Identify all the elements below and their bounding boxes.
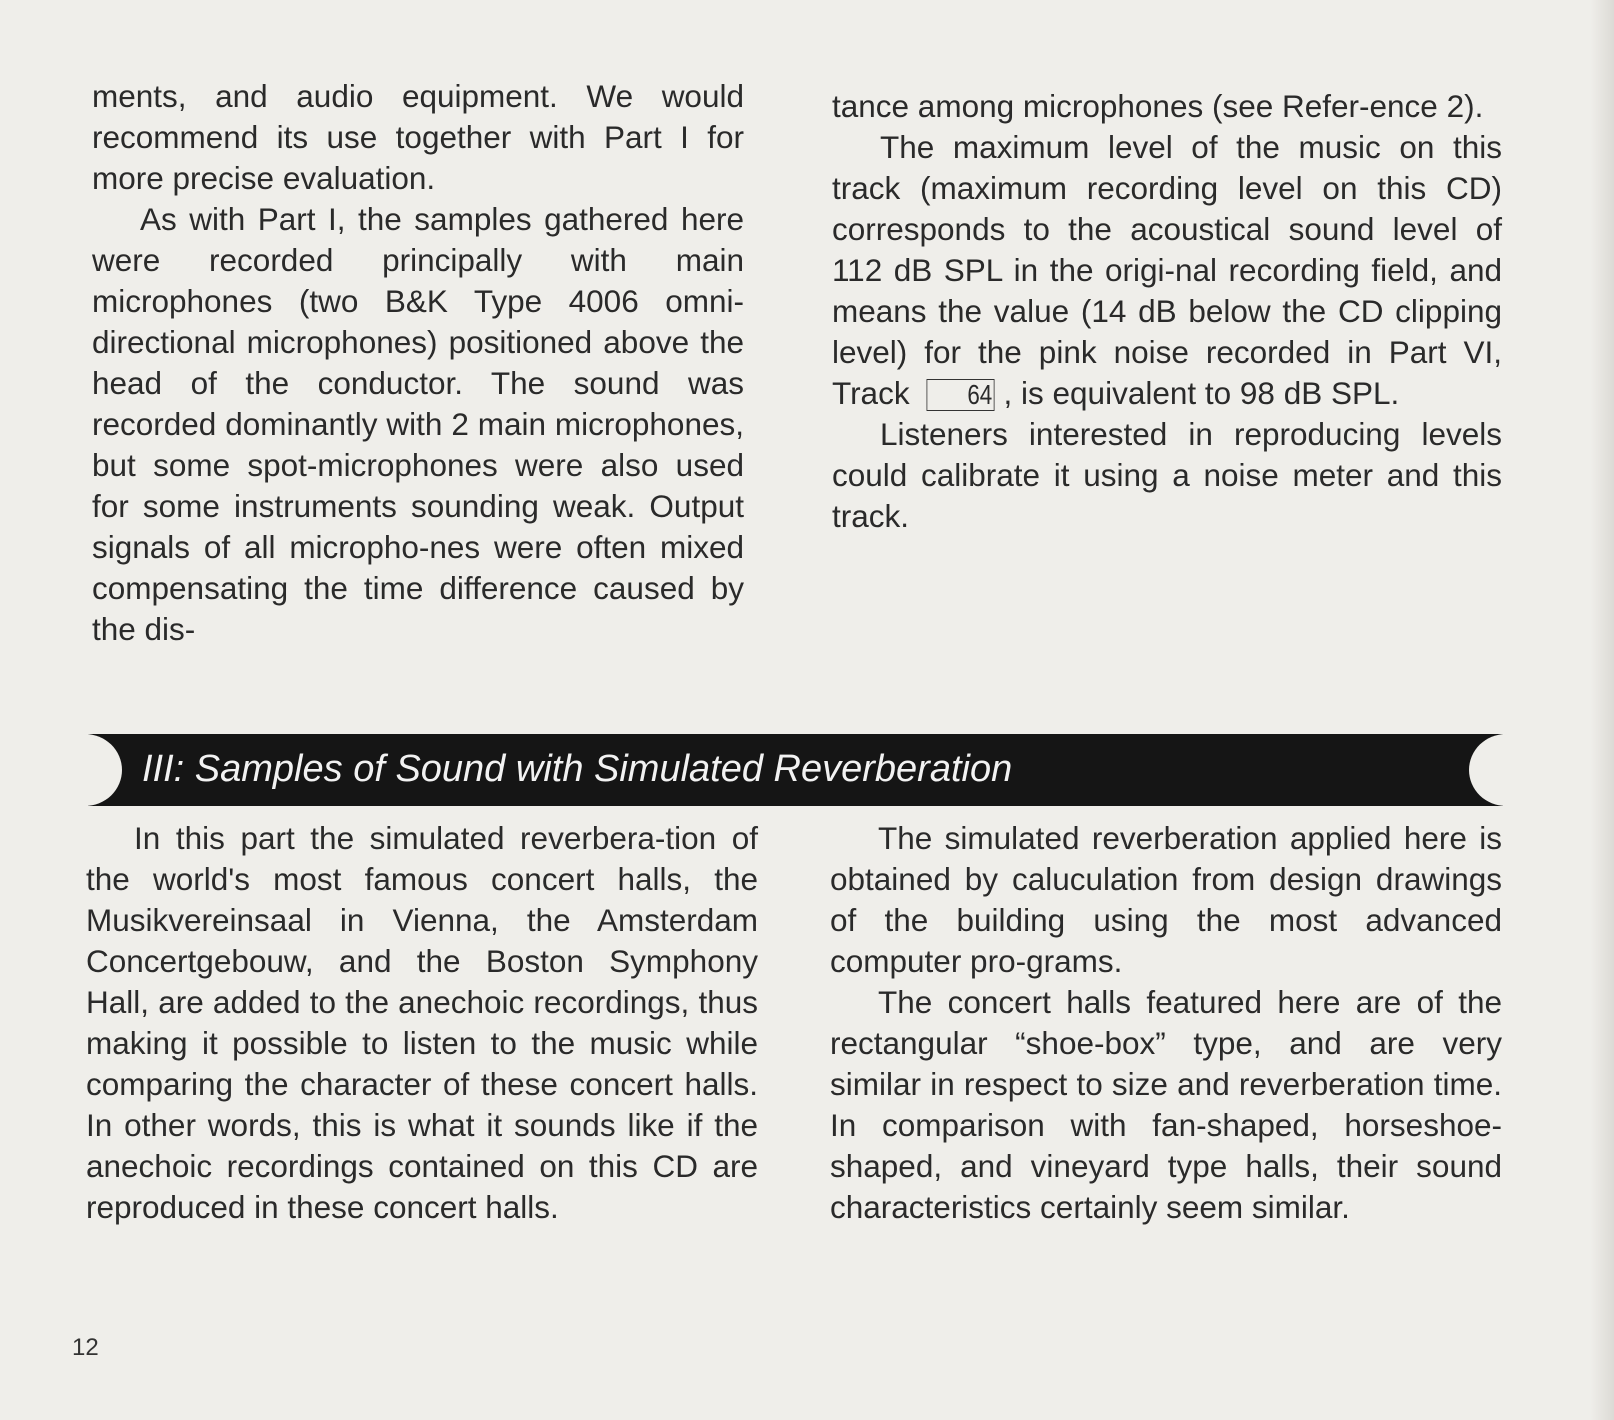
banner-notch-right (1469, 734, 1543, 806)
paragraph: The simulated reverberation applied here is obtained by caluculation from design drawings of the building using the most advanced computer pro-grams. (830, 820, 1502, 979)
banner-notch-left (48, 734, 122, 806)
section-title: III: Samples of Sound with Simulated Reverberation (142, 748, 1013, 790)
top-right-column (832, 86, 1502, 537)
paragraph: tance among microphones (see Refer-ence 2). (832, 88, 1484, 124)
paragraph (832, 127, 1502, 414)
top-left-column (92, 76, 744, 650)
page-number: 12 (72, 1334, 99, 1361)
bottom-left-column (86, 818, 758, 1228)
paragraph: The concert halls featured here are of the rectangular “shoe-box” type, and are very similar in respect to size and reverberation time. In comparison with fan-shaped, horseshoe-shaped, and vineyard type halls, their sound characteristics certainly seem similar. (830, 984, 1502, 1225)
page-edge (1590, 0, 1614, 1420)
bottom-right-column (830, 818, 1502, 1228)
paragraph: As with Part I, the samples gathered here were recorded principally with main microphones (two B&K Type 4006 omni-directional microphones) positioned above the head of the conductor. The sound was recorded dominantly with 2 main microphones, but some spot-microphones were also used for some instruments sounding weak. Output signals of all micropho-nes were often mixed compensating the time difference caused by the dis- (92, 201, 744, 647)
paragraph: In this part the simulated reverbera-tion of the world's most famous concert halls, the Musikvereinsaal in Vienna, the Amsterdam Concertgebouw, and the Boston Symphony Hall, are added to the anechoic recordings, thus making it possible to listen to the music while comparing the character of these concert halls. In other words, this is what it sounds like if the anechoic recordings contained on this CD are reproduced in these concert halls. (86, 820, 758, 1225)
paragraph: Listeners interested in reproducing levels could calibrate it using a noise meter and this track. (832, 416, 1502, 534)
paragraph-text: The maximum level of the music on this track (maximum recording level on this CD) corresponds to the acoustical sound level of 112 dB SPL in the origi-nal recording field, and means the value (14 dB below the CD clipping level) for the pink noise recorded in Part VI, Track (832, 129, 1502, 411)
track-number-box: 64 (927, 379, 995, 411)
section-banner (88, 734, 1503, 806)
paragraph: ments, and audio equipment. We would recommend its use together with Part I for more precise evaluation. (92, 78, 744, 196)
paragraph-text: , is equivalent to 98 dB SPL. (1003, 375, 1400, 411)
